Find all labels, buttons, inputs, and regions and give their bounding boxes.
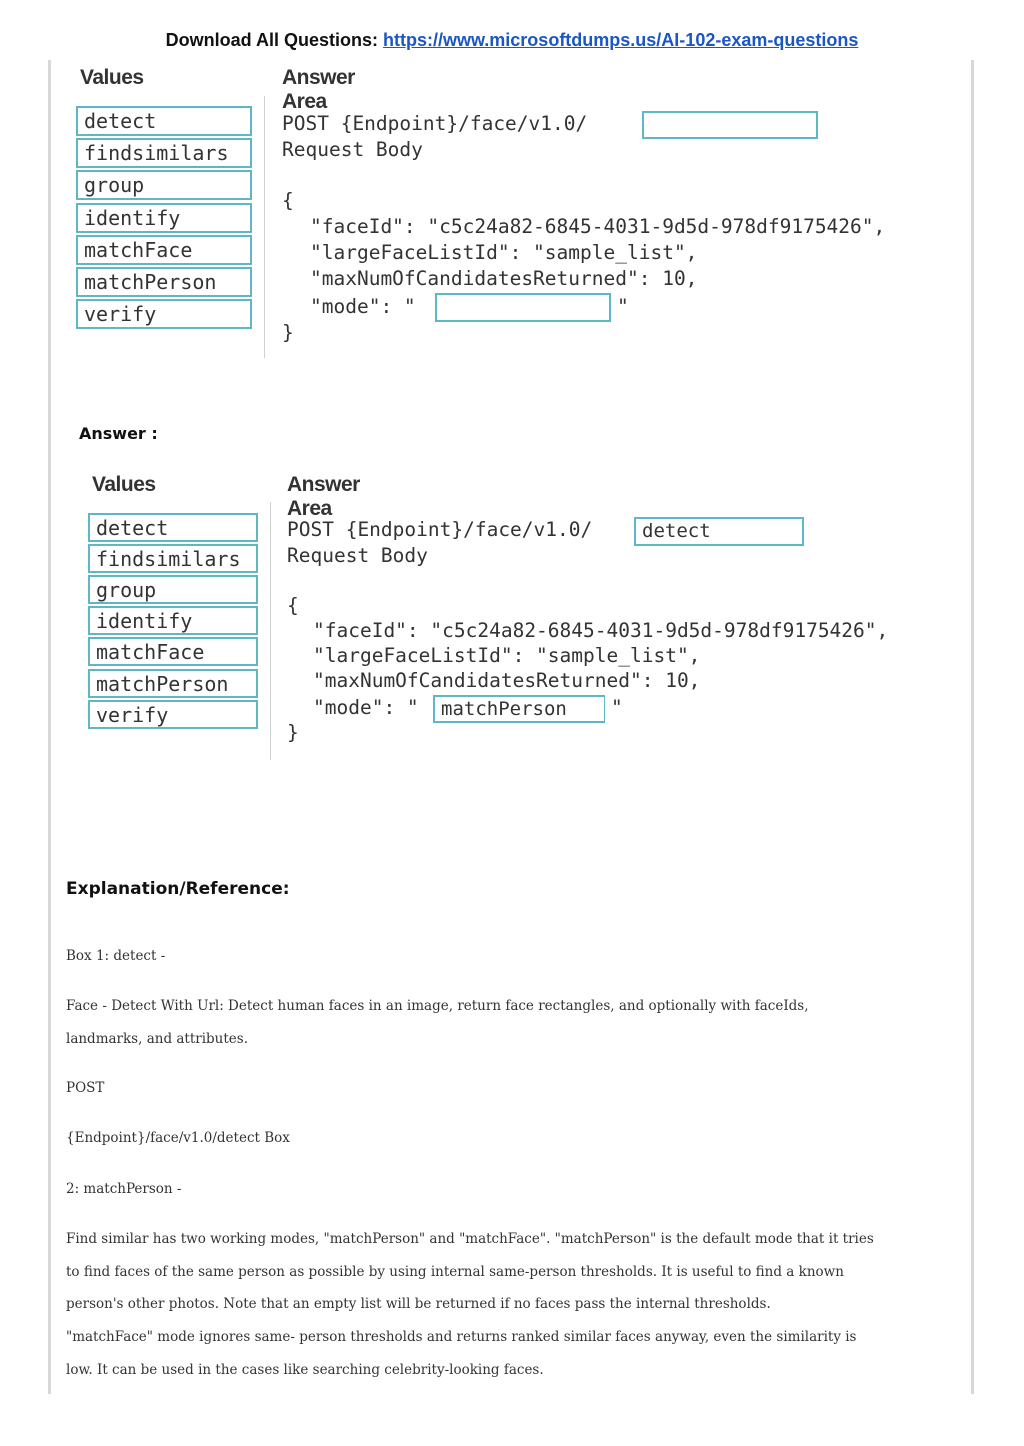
mode-suffix: " [611, 696, 623, 719]
mode-prefix: "mode": " [313, 696, 419, 719]
faceid-line: "faceId": "c5c24a82-6845-4031-9d5d-978df9175426", [310, 215, 886, 238]
download-link[interactable]: https://www.microsoftdumps.us/AI-102-exam-questions [382, 30, 859, 50]
close-brace: } [287, 721, 299, 744]
download-prefix: Download All Questions: [165, 30, 383, 50]
explanation-line: Box 1: detect - [66, 948, 166, 964]
explanation-line: {Endpoint}/face/v1.0/detect Box [66, 1130, 290, 1146]
value-detect[interactable]: detect [88, 513, 258, 542]
value-group[interactable]: group [76, 170, 252, 200]
post-line: POST {Endpoint}/face/v1.0/ [287, 518, 593, 541]
explanation-line: to find faces of the same person as possible by using internal same-person thresholds. It is useful to find a known [66, 1264, 844, 1280]
value-matchperson[interactable]: matchPerson [88, 669, 258, 698]
explanation-line: "matchFace" mode ignores same- person thresholds and returns ranked similar faces anyway, even the similarity is [66, 1329, 857, 1345]
answer-area-title: Answer Area [287, 473, 360, 520]
explanation-line: landmarks, and attributes. [66, 1031, 249, 1047]
value-identify[interactable]: identify [76, 203, 252, 233]
request-body-label: Request Body [287, 544, 428, 567]
value-group[interactable]: group [88, 575, 258, 604]
maxcandidates-line: "maxNumOfCandidatesReturned": 10, [313, 669, 701, 692]
value-findsimilars[interactable]: findsimilars [76, 138, 252, 168]
value-verify[interactable]: verify [88, 700, 258, 729]
value-matchface[interactable]: matchFace [76, 235, 252, 265]
mode-drop-slot[interactable] [435, 293, 611, 322]
page-frame-left [48, 60, 51, 1394]
value-detect[interactable]: detect [76, 106, 252, 136]
open-brace: { [287, 594, 299, 617]
download-header [0, 30, 1024, 51]
open-brace: { [282, 189, 294, 212]
value-identify[interactable]: identify [88, 606, 258, 635]
explanation-line: 2: matchPerson - [66, 1181, 182, 1197]
largefacelistid-line: "largeFaceListId": "sample_list", [313, 644, 701, 667]
answer-label: Answer : [79, 424, 158, 443]
mode-prefix: "mode": " [310, 295, 416, 318]
answer-area-title: Answer Area [282, 66, 355, 113]
values-title: Values [92, 473, 156, 496]
largefacelistid-line: "largeFaceListId": "sample_list", [310, 241, 698, 264]
page-frame-right [971, 60, 974, 1394]
mode-suffix: " [617, 295, 629, 318]
post-line: POST {Endpoint}/face/v1.0/ [282, 112, 588, 135]
explanation-line: Find similar has two working modes, "matchPerson" and "matchFace". "matchPerson" is the default mode that it tries [66, 1231, 874, 1247]
faceid-line: "faceId": "c5c24a82-6845-4031-9d5d-978df9175426", [313, 619, 889, 642]
value-matchface[interactable]: matchFace [88, 637, 258, 666]
request-body-label: Request Body [282, 138, 423, 161]
close-brace: } [282, 321, 294, 344]
maxcandidates-line: "maxNumOfCandidatesReturned": 10, [310, 267, 698, 290]
explanation-line: person's other photos. Note that an empty list will be returned if no faces pass the internal thresholds. [66, 1296, 771, 1312]
explanation-line: POST [66, 1080, 105, 1096]
endpoint-drop-slot[interactable] [642, 111, 818, 139]
endpoint-answer-slot[interactable]: detect [634, 517, 804, 546]
value-findsimilars[interactable]: findsimilars [88, 544, 258, 573]
explanation-title: Explanation/Reference: [66, 879, 290, 899]
column-divider [270, 502, 271, 760]
explanation-line: Face - Detect With Url: Detect human faces in an image, return face rectangles, and optionally with faceIds, [66, 998, 809, 1014]
mode-answer-slot[interactable]: matchPerson [433, 695, 605, 723]
column-divider [264, 96, 265, 358]
values-title: Values [80, 66, 144, 89]
explanation-line: low. It can be used in the cases like searching celebrity-looking faces. [66, 1362, 544, 1378]
value-matchperson[interactable]: matchPerson [76, 267, 252, 297]
value-verify[interactable]: verify [76, 299, 252, 329]
